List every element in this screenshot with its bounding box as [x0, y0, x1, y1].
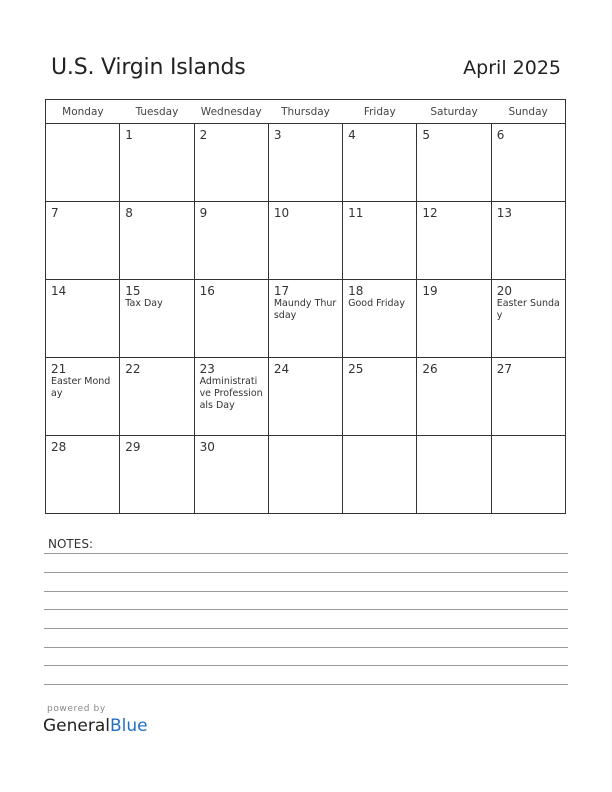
notes-line — [44, 553, 568, 554]
powered-by-text: powered by — [47, 704, 106, 714]
day-number: 4 — [348, 128, 356, 142]
day-cell — [417, 202, 491, 280]
day-number: 3 — [273, 128, 282, 142]
weekday-header: Monday — [46, 100, 120, 124]
day-cell — [194, 280, 268, 358]
notes-line — [44, 684, 568, 685]
notes-line — [44, 628, 568, 629]
day-cell — [417, 358, 491, 436]
day-number: 5 — [422, 128, 431, 142]
day-number: 8 — [125, 206, 133, 220]
calendar-grid — [45, 99, 566, 514]
notes-line — [44, 647, 568, 648]
holiday-label: Maundy Thursday — [273, 298, 337, 321]
notes-line — [44, 591, 568, 592]
brand-logo[interactable] — [43, 716, 148, 736]
day-number: 19 — [422, 284, 438, 298]
day-cell — [417, 124, 491, 202]
day-number: 11 — [348, 206, 364, 220]
calendar-title: U.S. Virgin Islands — [51, 55, 246, 80]
day-cell — [343, 358, 417, 436]
day-number: 7 — [51, 206, 59, 220]
notes-line — [44, 572, 568, 573]
day-number: 6 — [496, 128, 505, 142]
day-cell — [491, 124, 565, 202]
day-cell — [268, 436, 342, 514]
day-cell — [120, 436, 194, 514]
week-row — [46, 280, 566, 358]
day-cell — [268, 124, 342, 202]
day-cell — [46, 124, 120, 202]
day-number: 15 — [125, 284, 141, 298]
day-cell — [268, 358, 342, 436]
holiday-label: Administrative Professionals Day — [199, 376, 263, 411]
weekday-header: Saturday — [417, 100, 491, 124]
week-row — [46, 124, 566, 202]
day-number: 28 — [51, 440, 67, 454]
day-cell — [194, 124, 268, 202]
day-cell — [120, 202, 194, 280]
week-row — [46, 202, 566, 280]
day-number: 21 — [51, 362, 67, 376]
holiday-label: Tax Day — [125, 298, 163, 309]
brand-name-blue: Blue — [110, 716, 148, 736]
day-cell — [268, 280, 342, 358]
day-number: 29 — [125, 440, 141, 454]
day-number: 17 — [273, 284, 290, 298]
day-cell — [194, 202, 268, 280]
day-number: 30 — [199, 440, 215, 454]
day-cell — [120, 280, 194, 358]
day-number: 14 — [51, 284, 67, 298]
notes-label: NOTES: — [48, 537, 93, 551]
day-cell — [343, 124, 417, 202]
notes-line — [44, 609, 568, 610]
day-number: 27 — [496, 362, 512, 376]
holiday-label: Easter Monday — [51, 376, 111, 399]
day-cell — [46, 202, 120, 280]
weekday-header: Thursday — [268, 100, 342, 124]
day-cell — [46, 436, 120, 514]
day-number: 25 — [348, 362, 364, 376]
day-number: 26 — [422, 362, 438, 376]
day-cell — [491, 436, 565, 514]
brand-name-general: General — [43, 716, 110, 736]
day-cell — [491, 280, 565, 358]
day-number: 10 — [273, 206, 290, 220]
day-number: 20 — [496, 284, 512, 298]
day-cell — [120, 124, 194, 202]
week-row — [46, 358, 566, 436]
day-number: 1 — [125, 128, 133, 142]
day-number: 18 — [348, 284, 364, 298]
holiday-label: Easter Sunday — [496, 298, 560, 321]
weekday-header-row — [46, 100, 566, 124]
day-cell — [268, 202, 342, 280]
day-number: 12 — [422, 206, 438, 220]
day-number: 22 — [125, 362, 141, 376]
holiday-label: Good Friday — [348, 298, 405, 309]
day-number: 23 — [199, 362, 215, 376]
notes-line — [44, 665, 568, 666]
day-cell — [343, 280, 417, 358]
day-cell — [194, 358, 268, 436]
day-number: 2 — [199, 128, 208, 142]
weekday-header: Tuesday — [120, 100, 194, 124]
weekday-header: Wednesday — [194, 100, 268, 124]
day-cell — [343, 202, 417, 280]
week-row — [46, 436, 566, 514]
day-number: 24 — [273, 362, 290, 376]
day-cell — [194, 436, 268, 514]
day-cell — [343, 436, 417, 514]
day-cell — [491, 358, 565, 436]
day-cell — [46, 358, 120, 436]
day-cell — [417, 436, 491, 514]
day-number: 9 — [199, 206, 208, 220]
day-cell — [120, 358, 194, 436]
day-number: 16 — [199, 284, 215, 298]
weekday-header: Friday — [343, 100, 417, 124]
day-cell — [417, 280, 491, 358]
day-cell — [491, 202, 565, 280]
month-label: April 2025 — [463, 57, 561, 79]
day-number: 13 — [496, 206, 512, 220]
day-cell — [46, 280, 120, 358]
weekday-header: Sunday — [491, 100, 565, 124]
